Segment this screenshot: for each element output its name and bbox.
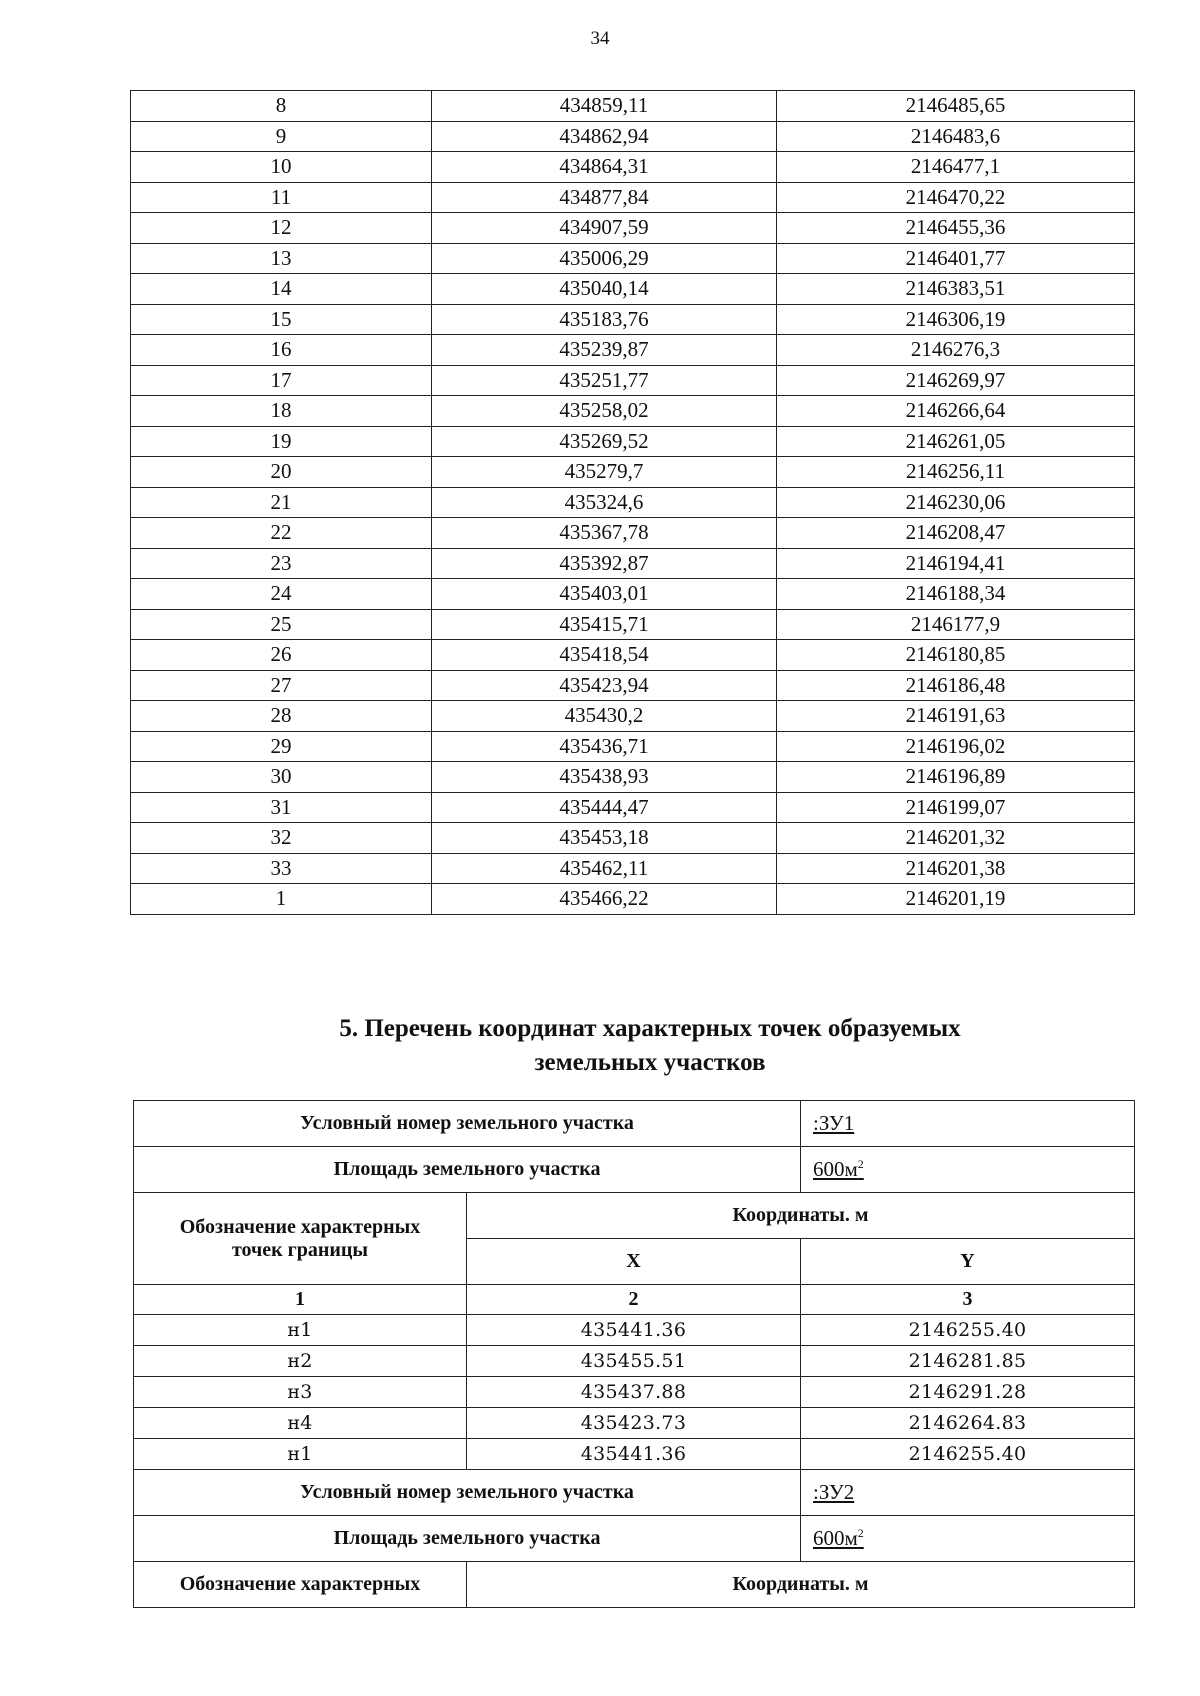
point-number-cell: 10 xyxy=(131,152,432,183)
point-number-cell: 26 xyxy=(131,640,432,671)
y-coordinate-cell: 2146264.83 xyxy=(801,1408,1135,1439)
x-coordinate-cell: 435258,02 xyxy=(432,396,777,427)
plot2-number-text: :ЗУ2 xyxy=(813,1480,855,1504)
point-number-cell: 21 xyxy=(131,487,432,518)
table-row xyxy=(131,335,1135,366)
coordinates-table-body xyxy=(131,91,1135,915)
y-coordinate-cell: 2146470,22 xyxy=(777,182,1135,213)
point-number-cell: 11 xyxy=(131,182,432,213)
plot1-point-row xyxy=(134,1346,1135,1377)
plot2-number-label: Условный номер земельного участка xyxy=(134,1470,801,1516)
y-coordinate-cell: 2146201,32 xyxy=(777,823,1135,854)
x-coordinate-cell: 435441.36 xyxy=(467,1315,801,1346)
table-row xyxy=(131,548,1135,579)
y-coordinate-cell: 2146194,41 xyxy=(777,548,1135,579)
x-coordinate-cell: 435430,2 xyxy=(432,701,777,732)
y-coordinate-cell: 2146201,38 xyxy=(777,853,1135,884)
point-number-cell: 17 xyxy=(131,365,432,396)
x-coordinate-cell: 435441.36 xyxy=(467,1439,801,1470)
point-number-cell: 19 xyxy=(131,426,432,457)
table-row xyxy=(131,579,1135,610)
plot1-area-label: Площадь земельного участка xyxy=(134,1147,801,1193)
column-number-1: 1 xyxy=(134,1285,467,1315)
x-coordinate-cell: 435324,6 xyxy=(432,487,777,518)
y-coordinate-cell: 2146281.85 xyxy=(801,1346,1135,1377)
plot1-points-body xyxy=(134,1315,1135,1470)
section-title-line1: 5. Перечень координат характерных точек образуемых xyxy=(339,1015,961,1042)
table-row xyxy=(131,426,1135,457)
point-number-cell: 32 xyxy=(131,823,432,854)
table-row xyxy=(131,792,1135,823)
x-coordinate-cell: 435462,11 xyxy=(432,853,777,884)
y-coordinate-cell: 2146188,34 xyxy=(777,579,1135,610)
y-coordinate-cell: 2146477,1 xyxy=(777,152,1135,183)
x-coordinate-cell: 435269,52 xyxy=(432,426,777,457)
y-coordinate-cell: 2146483,6 xyxy=(777,121,1135,152)
point-label-cell: н4 xyxy=(134,1408,467,1439)
x-coordinate-cell: 435423,94 xyxy=(432,670,777,701)
table-row xyxy=(131,670,1135,701)
x-coordinate-cell: 435251,77 xyxy=(432,365,777,396)
page-number: 34 xyxy=(590,28,610,49)
x-coordinate-cell: 435040,14 xyxy=(432,274,777,305)
point-number-cell: 22 xyxy=(131,518,432,549)
point-number-cell: 16 xyxy=(131,335,432,366)
y-coordinate-cell: 2146401,77 xyxy=(777,243,1135,274)
x-coordinate-cell: 434877,84 xyxy=(432,182,777,213)
point-number-cell: 25 xyxy=(131,609,432,640)
table-row xyxy=(131,762,1135,793)
y-coordinate-cell: 2146455,36 xyxy=(777,213,1135,244)
x-coordinate-cell: 435392,87 xyxy=(432,548,777,579)
table-row xyxy=(131,823,1135,854)
plot1-y-header: Y xyxy=(801,1239,1135,1285)
y-coordinate-cell: 2146201,19 xyxy=(777,884,1135,915)
plot2-area-text xyxy=(813,1526,864,1550)
y-coordinate-cell: 2146196,89 xyxy=(777,762,1135,793)
table-row xyxy=(131,487,1135,518)
y-coordinate-cell: 2146191,63 xyxy=(777,701,1135,732)
column-number-3: 3 xyxy=(801,1285,1135,1315)
table-row xyxy=(131,152,1135,183)
x-coordinate-cell: 435279,7 xyxy=(432,457,777,488)
table-row xyxy=(131,731,1135,762)
plot1-coords-header-row xyxy=(134,1193,1135,1239)
table-row xyxy=(131,243,1135,274)
point-number-cell: 28 xyxy=(131,701,432,732)
table-row xyxy=(131,640,1135,671)
plot2-area-sup: 2 xyxy=(857,1526,864,1540)
plot1-number-text: :ЗУ1 xyxy=(813,1111,855,1135)
y-coordinate-cell: 2146180,85 xyxy=(777,640,1135,671)
plot1-number-label: Условный номер земельного участка xyxy=(134,1101,801,1147)
y-coordinate-cell: 2146276,3 xyxy=(777,335,1135,366)
table-row xyxy=(131,182,1135,213)
x-coordinate-cell: 435418,54 xyxy=(432,640,777,671)
x-coordinate-cell: 435415,71 xyxy=(432,609,777,640)
point-number-cell: 20 xyxy=(131,457,432,488)
plot2-number-value xyxy=(801,1470,1135,1516)
y-coordinate-cell: 2146196,02 xyxy=(777,731,1135,762)
plot1-area-number: 600м xyxy=(813,1157,858,1181)
plot1-coords-label: Координаты. м xyxy=(467,1193,1135,1239)
point-number-cell: 30 xyxy=(131,762,432,793)
table-row xyxy=(131,853,1135,884)
plot2-area-row xyxy=(134,1516,1135,1562)
x-coordinate-cell: 435403,01 xyxy=(432,579,777,610)
table-row xyxy=(131,457,1135,488)
plot1-number-row xyxy=(134,1101,1135,1147)
plot1-area-sup: 2 xyxy=(857,1157,864,1171)
plot2-area-value xyxy=(801,1516,1135,1562)
land-plots-table xyxy=(133,1100,1135,1608)
x-coordinate-cell: 435444,47 xyxy=(432,792,777,823)
plot2-coords-label: Координаты. м xyxy=(467,1562,1135,1608)
point-number-cell: 12 xyxy=(131,213,432,244)
point-number-cell: 15 xyxy=(131,304,432,335)
table-row xyxy=(131,304,1135,335)
plot1-area-row xyxy=(134,1147,1135,1193)
column-number-2: 2 xyxy=(467,1285,801,1315)
plot1-x-header: X xyxy=(467,1239,801,1285)
y-coordinate-cell: 2146306,19 xyxy=(777,304,1135,335)
y-coordinate-cell: 2146199,07 xyxy=(777,792,1135,823)
point-number-cell: 18 xyxy=(131,396,432,427)
x-coordinate-cell: 434859,11 xyxy=(432,91,777,122)
y-coordinate-cell: 2146255.40 xyxy=(801,1315,1135,1346)
x-coordinate-cell: 435437.88 xyxy=(467,1377,801,1408)
x-coordinate-cell: 435367,78 xyxy=(432,518,777,549)
point-label-cell: н1 xyxy=(134,1315,467,1346)
table-row xyxy=(131,365,1135,396)
y-coordinate-cell: 2146177,9 xyxy=(777,609,1135,640)
x-coordinate-cell: 435453,18 xyxy=(432,823,777,854)
point-number-cell: 13 xyxy=(131,243,432,274)
point-number-cell: 8 xyxy=(131,91,432,122)
x-coordinate-cell: 435423.73 xyxy=(467,1408,801,1439)
y-coordinate-cell: 2146256,11 xyxy=(777,457,1135,488)
plot1-points-label: Обозначение характерных точек границы xyxy=(134,1193,467,1285)
point-number-cell: 1 xyxy=(131,884,432,915)
section-title xyxy=(180,1012,1120,1080)
plot2-area-label: Площадь земельного участка xyxy=(134,1516,801,1562)
y-coordinate-cell: 2146291.28 xyxy=(801,1377,1135,1408)
y-coordinate-cell: 2146383,51 xyxy=(777,274,1135,305)
point-number-cell: 23 xyxy=(131,548,432,579)
plot2-points-label: Обозначение характерных xyxy=(134,1562,467,1608)
table-row xyxy=(131,274,1135,305)
point-number-cell: 33 xyxy=(131,853,432,884)
point-number-cell: 9 xyxy=(131,121,432,152)
plot1-point-row xyxy=(134,1315,1135,1346)
x-coordinate-cell: 435006,29 xyxy=(432,243,777,274)
plot2-number-row xyxy=(134,1470,1135,1516)
x-coordinate-cell: 434862,94 xyxy=(432,121,777,152)
table-row xyxy=(131,121,1135,152)
y-coordinate-cell: 2146269,97 xyxy=(777,365,1135,396)
x-coordinate-cell: 435455.51 xyxy=(467,1346,801,1377)
x-coordinate-cell: 435239,87 xyxy=(432,335,777,366)
x-coordinate-cell: 434907,59 xyxy=(432,213,777,244)
y-coordinate-cell: 2146261,05 xyxy=(777,426,1135,457)
y-coordinate-cell: 2146485,65 xyxy=(777,91,1135,122)
point-number-cell: 14 xyxy=(131,274,432,305)
point-label-cell: н3 xyxy=(134,1377,467,1408)
table-row xyxy=(131,213,1135,244)
point-number-cell: 27 xyxy=(131,670,432,701)
plot1-number-value xyxy=(801,1101,1135,1147)
y-coordinate-cell: 2146266,64 xyxy=(777,396,1135,427)
y-coordinate-cell: 2146186,48 xyxy=(777,670,1135,701)
point-number-cell: 29 xyxy=(131,731,432,762)
plot1-point-row xyxy=(134,1408,1135,1439)
table-row xyxy=(131,91,1135,122)
plot1-column-numbers-row xyxy=(134,1285,1135,1315)
section-title-line2: земельных участков xyxy=(534,1049,766,1076)
plot1-area-text xyxy=(813,1157,864,1181)
table-row xyxy=(131,396,1135,427)
plot1-point-row xyxy=(134,1377,1135,1408)
x-coordinate-cell: 435466,22 xyxy=(432,884,777,915)
plot2-coords-header-row xyxy=(134,1562,1135,1608)
plot1-area-value xyxy=(801,1147,1135,1193)
point-number-cell: 24 xyxy=(131,579,432,610)
plot2-area-number: 600м xyxy=(813,1526,858,1550)
table-row xyxy=(131,609,1135,640)
x-coordinate-cell: 434864,31 xyxy=(432,152,777,183)
point-label-cell: н2 xyxy=(134,1346,467,1377)
plot1-point-row xyxy=(134,1439,1135,1470)
x-coordinate-cell: 435183,76 xyxy=(432,304,777,335)
y-coordinate-cell: 2146230,06 xyxy=(777,487,1135,518)
table-row xyxy=(131,518,1135,549)
point-label-cell: н1 xyxy=(134,1439,467,1470)
y-coordinate-cell: 2146208,47 xyxy=(777,518,1135,549)
x-coordinate-cell: 435436,71 xyxy=(432,731,777,762)
table-row xyxy=(131,701,1135,732)
y-coordinate-cell: 2146255.40 xyxy=(801,1439,1135,1470)
coordinates-table xyxy=(130,90,1135,915)
point-number-cell: 31 xyxy=(131,792,432,823)
table-row xyxy=(131,884,1135,915)
x-coordinate-cell: 435438,93 xyxy=(432,762,777,793)
